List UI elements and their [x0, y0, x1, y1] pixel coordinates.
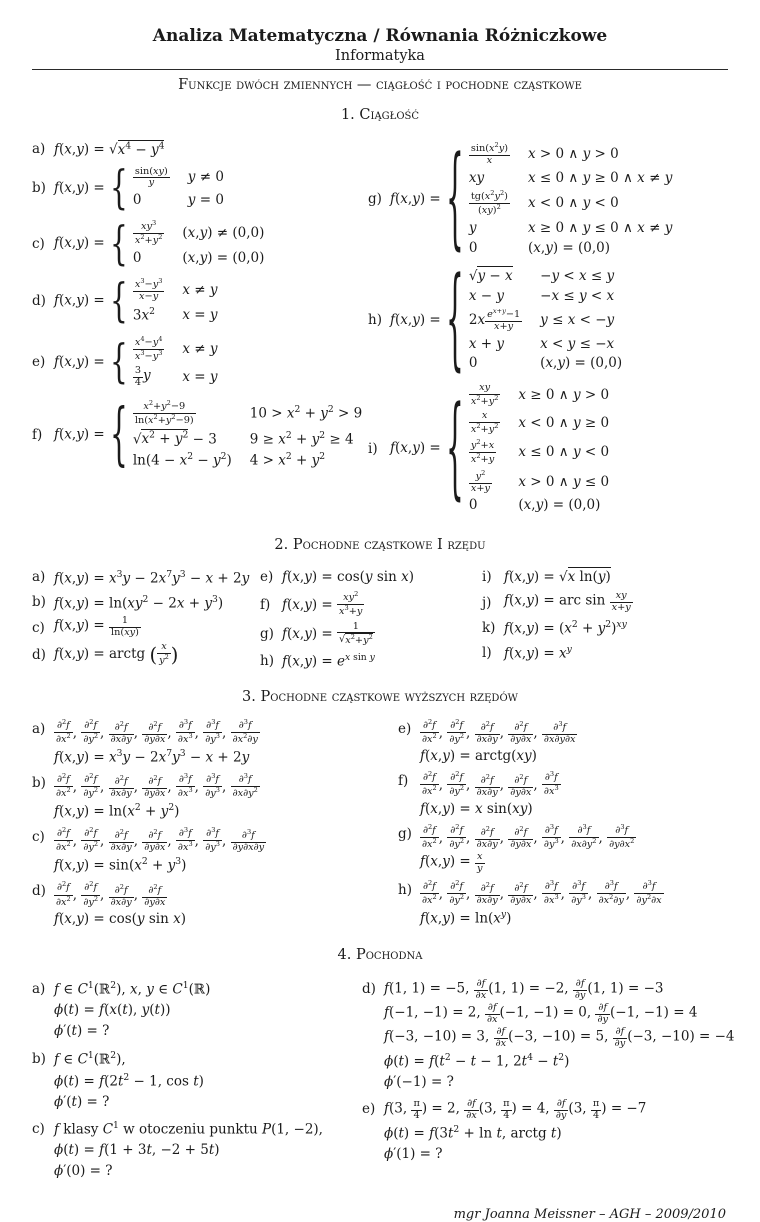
section-4-title: 4. Pochodna	[337, 947, 423, 964]
exercise-item	[32, 591, 260, 613]
section-3-left-column	[32, 715, 398, 934]
section-4-left-column	[32, 973, 362, 1187]
doc-heading: Funkcje dwóch zmiennych — ciągłość i pochodne cząstkowe	[178, 77, 582, 93]
exercise-item	[32, 826, 398, 877]
section-3-right-column	[398, 715, 728, 934]
item-formula: f(x,y) = { $\frac{x^4-y^4}{x^3-y^3}$ x ≠ y $\frac{3}{4}$ y x = y	[54, 334, 218, 389]
item-formula: $\frac{\partial^2f}{\partial x^2}$ , $\frac{\partial^2f}{\partial y^2}$ , $\frac{\partial^2f}{\partial x\partial y}$ , $\frac{\partial^2f}{\partial y\partial x}$ f(x,y) = cos(y sin x)	[54, 880, 186, 927]
item-label: d)	[32, 883, 46, 900]
item-formula: $f(x,y) = x^3y - 2x^7y^3 - x + 2y$	[54, 568, 250, 587]
item-label: h)	[368, 312, 382, 329]
exercise-item	[32, 140, 368, 158]
item-formula: $f(x,y) = (x^2 + y^2)^{xy}$	[504, 619, 627, 637]
item-formula: $\frac{\partial^2f}{\partial x^2}$ , $\frac{\partial^2f}{\partial y^2}$ , $\frac{\partial^2f}{\partial x\partial y}$ , $\frac{\partial^2f}{\partial y\partial x}$ , $\frac{\partial^3f}{\partial x^3}$ , $\frac{\partial^3f}{\partial y^3}$ , $\frac{\partial^3f}{\partial y\partial x\partial y}$ $f(x,y) = \sin(x^2 + y^3)$	[54, 826, 265, 874]
exercise-item	[32, 718, 398, 769]
exercise-item	[260, 622, 482, 647]
exercise-item	[482, 591, 728, 614]
item-label: k)	[482, 620, 496, 637]
item-formula: f(x,y) = { $\frac{x^3-y^3}{x-y}$ x ≠ y $3x^2$ x = y	[54, 273, 218, 328]
item-label: b)	[32, 594, 46, 611]
section-pochodne-1-rzedu	[32, 537, 728, 674]
item-formula: $\frac{\partial^2f}{\partial x^2}$ , $\frac{\partial^2f}{\partial y^2}$ , $\frac{\partial^2f}{\partial x\partial y}$ , $\frac{\partial^2f}{\partial y\partial x}$ , $\frac{\partial^3f}{\partial x^3}$ , $\frac{\partial^3f}{\partial y^3}$ , $\frac{\partial^3f}{\partial x^2\partial y}$ , $\frac{\partial^3f}{\partial y^2\partial x}$ $f(x,y) = \ln(x^y)$	[420, 879, 662, 927]
item-formula: f(x,y) = $\frac{1}{\ln(xy)}$	[54, 615, 139, 639]
exercise-item	[32, 642, 260, 667]
section-1-right-column	[368, 133, 728, 523]
item-formula: f(x,y) = cos(y sin x)	[282, 569, 414, 586]
item-formula: $\frac{\partial^2f}{\partial x^2}$ , $\frac{\partial^2f}{\partial y^2}$ , $\frac{\partial^2f}{\partial x\partial y}$ , $\frac{\partial^2f}{\partial y\partial x}$ , $\frac{\partial^3f}{\partial x\partial y\partial x}$ f(x,y) = arctg(xy)	[420, 717, 576, 764]
item-formula: f ∈ $C^1(ℝ^2)$, x, y ∈ $C^1(ℝ)$ ϕ(t) = f(x(t), y(t)) ϕ′(t) = ?	[54, 980, 211, 1039]
item-label: c)	[32, 235, 45, 252]
item-label: i)	[482, 569, 492, 586]
exercise-item	[398, 823, 728, 876]
item-label: b)	[32, 774, 46, 791]
item-label: e)	[32, 354, 46, 371]
section-3-title: 3. Pochodne cząstkowe wyższych rzędów	[242, 688, 518, 705]
item-formula: $\frac{\partial^2f}{\partial x^2}$ , $\frac{\partial^2f}{\partial y^2}$ , $\frac{\partial^2f}{\partial x\partial y}$ , $\frac{\partial^2f}{\partial y\partial x}$ , $\frac{\partial^3f}{\partial x^3}$ , $\frac{\partial^3f}{\partial y^3}$ , $\frac{\partial^3f}{\partial x^2\partial y}$ $f(x,y) = x^3y - 2x^7y^3 - x + 2y$	[54, 717, 258, 766]
item-label: h)	[398, 882, 412, 899]
item-label: c)	[32, 1121, 45, 1138]
section-1-title: 1. Ciągłość	[340, 107, 420, 123]
section-1-columns	[32, 133, 728, 523]
item-formula: $f(x,y) = \ln(xy^2 - 2x + y^3)$	[54, 593, 224, 612]
item-label: l)	[482, 645, 492, 662]
item-label: d)	[32, 646, 46, 663]
item-formula: f(1, 1) = −5, $\frac{\partial f}{\partial x}$ (1, 1) = −2, $\frac{\partial f}{\partial y}$ (1, 1) = −3 f(−1, −1) = 2, $\frac{\partial f}{\partial x}$ (−1, −1) = 0, $\frac{\partial f}{\partial y}$ (−1, −1) = 4 f(−3, −10) = 3, $\frac{\partial f}{\partial x}$ (−3, −10) = 5, $\frac{\partial f}{\partial y}$ (−3, −10) = −4 $\phi(t) = f(t^2 - t - 1$, $2t^4 - t^2$) ϕ′(−1) = ?	[384, 978, 735, 1090]
exercise-item	[32, 159, 368, 215]
section-2-column-3	[482, 563, 728, 667]
section-2-column-1	[32, 563, 260, 670]
item-label: b)	[32, 179, 46, 196]
exercise-item	[32, 880, 398, 930]
item-formula: f ∈ $C^1(ℝ^2)$, $\phi(t) = f(2t^2 - 1$, cos t) ϕ′(t) = ?	[54, 1049, 204, 1110]
document-header	[32, 26, 728, 93]
section-2-title: 2. Pochodne cząstkowe I rzędu	[274, 537, 486, 554]
section-4-right-column	[362, 973, 735, 1170]
item-formula: f(x,y) = arctg ( $\frac{x}{y^2}$ )	[54, 641, 179, 667]
item-label: e)	[398, 720, 412, 737]
exercise-item	[32, 616, 260, 639]
exercise-item	[32, 566, 260, 588]
item-label: a)	[32, 720, 46, 737]
exercise-item	[32, 772, 398, 823]
item-formula: f(x,y) = arc sin $\frac{xy}{x+y}$	[504, 590, 631, 614]
item-label: c)	[32, 829, 45, 846]
item-label: b)	[32, 1050, 46, 1067]
item-label: e)	[362, 1101, 376, 1118]
item-label: a)	[32, 981, 46, 998]
exercise-item	[362, 978, 735, 1093]
exercise-item	[32, 334, 368, 391]
item-label: a)	[32, 140, 46, 157]
section-4-columns	[32, 973, 735, 1187]
item-formula: f(x,y) = { $\frac{xy^3}{x^2+y^2}$ (x,y) ≠ (0,0) 0 (x,y) = (0,0)	[54, 215, 265, 271]
exercise-item	[368, 132, 728, 263]
item-formula: $f(x,y) = e^{x sin y}$	[282, 651, 375, 670]
author-credit: mgr Joanna Meissner – AGH – 2009/2010	[453, 1207, 726, 1222]
item-label: i)	[368, 440, 378, 457]
item-label: g)	[398, 826, 412, 843]
item-formula: $\frac{\partial^2f}{\partial x^2}$ , $\frac{\partial^2f}{\partial y^2}$ , $\frac{\partial^2f}{\partial x\partial y}$ , $\frac{\partial^2f}{\partial y\partial x}$ , $\frac{\partial^3f}{\partial y^3}$ , $\frac{\partial^3f}{\partial x\partial y^2}$ , $\frac{\partial^3f}{\partial y\partial x^2}$ f(x,y) = $\frac{x}{y}$	[420, 823, 635, 875]
item-formula: f(x,y) = $\frac{xy^2}{x^3+y}$	[282, 590, 363, 618]
item-formula: f(x,y) = { $\frac{\sin(xy)}{y}$ y ≠ 0 0 y = 0	[54, 159, 224, 215]
section-3-columns	[32, 715, 728, 934]
section-ciaglosc	[32, 107, 728, 523]
exercise-item	[482, 642, 728, 664]
exercise-item	[398, 718, 728, 768]
item-label: h)	[260, 652, 274, 669]
item-label: f)	[32, 426, 43, 443]
exercise-item	[398, 879, 728, 930]
exercise-item	[368, 252, 728, 384]
item-label: d)	[362, 981, 376, 998]
item-formula: f(x,y) = { √y − x −y < x ≤ y x − y −x ≤ y < x 2x $\frac{e^{x+y}-1}{x+y}$ y ≤ x < −y x + y x < y ≤ −x 0 (x,y) = (0,0)	[390, 252, 623, 384]
section-pochodne-wyzszych-rzedow	[32, 689, 728, 934]
exercise-item	[260, 650, 482, 672]
item-formula: f(x,y) = { $\frac{xy}{x^2+y^2}$ x ≥ 0 ∧ y > 0 $\frac{x}{x^2+y^2}$ x < 0 ∧ y ≥ 0 $\frac{y^2+x}{x^2+y}$ x ≤ 0 ∧ y < 0 $\frac{y^2}{x+y}$ x > 0 ∧ y ≤ 0 0 (x,y) = (0,0)	[390, 381, 610, 514]
item-label: f)	[398, 773, 409, 790]
item-formula: f(x,y) = √x ln(y)	[504, 569, 611, 586]
item-label: c)	[32, 619, 45, 636]
item-formula: $f(x,y) = √x^4 - y^4$	[54, 140, 165, 158]
section-2-columns	[32, 563, 728, 674]
section-2-column-2	[260, 563, 482, 674]
exercise-item	[32, 978, 362, 1042]
item-formula: $\frac{\partial^2f}{\partial x^2}$ , $\frac{\partial^2f}{\partial y^2}$ , $\frac{\partial^2f}{\partial x\partial y}$ , $\frac{\partial^2f}{\partial y\partial x}$ , $\frac{\partial^3f}{\partial x^3}$ f(x,y) = x sin(xy)	[420, 770, 559, 817]
section-pochodna	[32, 947, 735, 1187]
item-formula: $\frac{\partial^2f}{\partial x^2}$ , $\frac{\partial^2f}{\partial y^2}$ , $\frac{\partial^2f}{\partial x\partial y}$ , $\frac{\partial^2f}{\partial y\partial x}$ , $\frac{\partial^3f}{\partial x^3}$ , $\frac{\partial^3f}{\partial y^3}$ , $\frac{\partial^3f}{\partial x\partial y^2}$ $f(x,y) = \ln(x^2 + y^2)$	[54, 771, 258, 820]
exercise-item	[362, 1098, 735, 1165]
item-formula: $f(x,y) = x^y$	[504, 644, 572, 662]
exercise-item	[32, 273, 368, 328]
item-label: e)	[260, 569, 274, 586]
item-label: g)	[368, 191, 382, 208]
exercise-item	[32, 1048, 362, 1114]
header-rule	[32, 69, 728, 70]
exercise-item	[482, 617, 728, 639]
item-formula: f(x,y) = { $\frac{x^2+y^2-9}{\ln(x^2+y^2-9)}$ $10 > x^2 + y^2 > 9$ $√x^2 + y^2 - 3$ $9 \ge x^2 + y^2 \ge 4$ $\ln(4 - x^2 - y^2)$ $4 > x^2 + y^2$	[54, 392, 363, 474]
item-label: f)	[260, 596, 271, 613]
item-label: g)	[260, 626, 274, 643]
exercise-item	[260, 566, 482, 588]
exercise-item	[32, 1118, 362, 1182]
doc-subtitle: Informatyka	[335, 48, 425, 64]
exercise-item	[260, 591, 482, 618]
exercise-item	[32, 392, 368, 474]
exercise-item	[32, 215, 368, 271]
item-label: d)	[32, 293, 46, 310]
doc-title: Analiza Matematyczna / Równania Różniczkowe	[152, 26, 608, 46]
exercise-item	[482, 566, 728, 588]
item-label: j)	[482, 594, 492, 611]
item-formula: f(x,y) = $\frac{1}{√x^2+y^2}$	[282, 620, 373, 646]
section-1-left-column	[32, 133, 368, 479]
item-label: a)	[32, 569, 46, 586]
item-formula: f(3, $\frac{\pi}{4}$ ) = 2, $\frac{\partial f}{\partial x}$ (3, $\frac{\pi}{4}$ ) = 4, $\frac{\partial f}{\partial y}$ (3, $\frac{\pi}{4}$ ) = −7 $\phi(t) = f(3t^2 + \ln t$, arctg t) ϕ′(1) = ?	[384, 1098, 647, 1163]
item-formula: f klasy $C^1$ w otoczeniu punktu P(1, −2), ϕ(t) = f(1 + 3t, −2 + 5t) ϕ′(0) = ?	[54, 1120, 323, 1179]
exercise-item	[398, 770, 728, 820]
item-formula: f(x,y) = { $\frac{\sin(x^2y)}{x}$ x > 0 ∧ y > 0 xy x ≤ 0 ∧ y ≥ 0 ∧ x ≠ y $\frac{tg(x^2y^2)}{(xy)^2}$ x < 0 ∧ y < 0 y x ≥ 0 ∧ y ≤ 0 ∧ x ≠ y 0 (x,y) = (0,0)	[390, 132, 673, 263]
exercise-item	[368, 381, 728, 516]
